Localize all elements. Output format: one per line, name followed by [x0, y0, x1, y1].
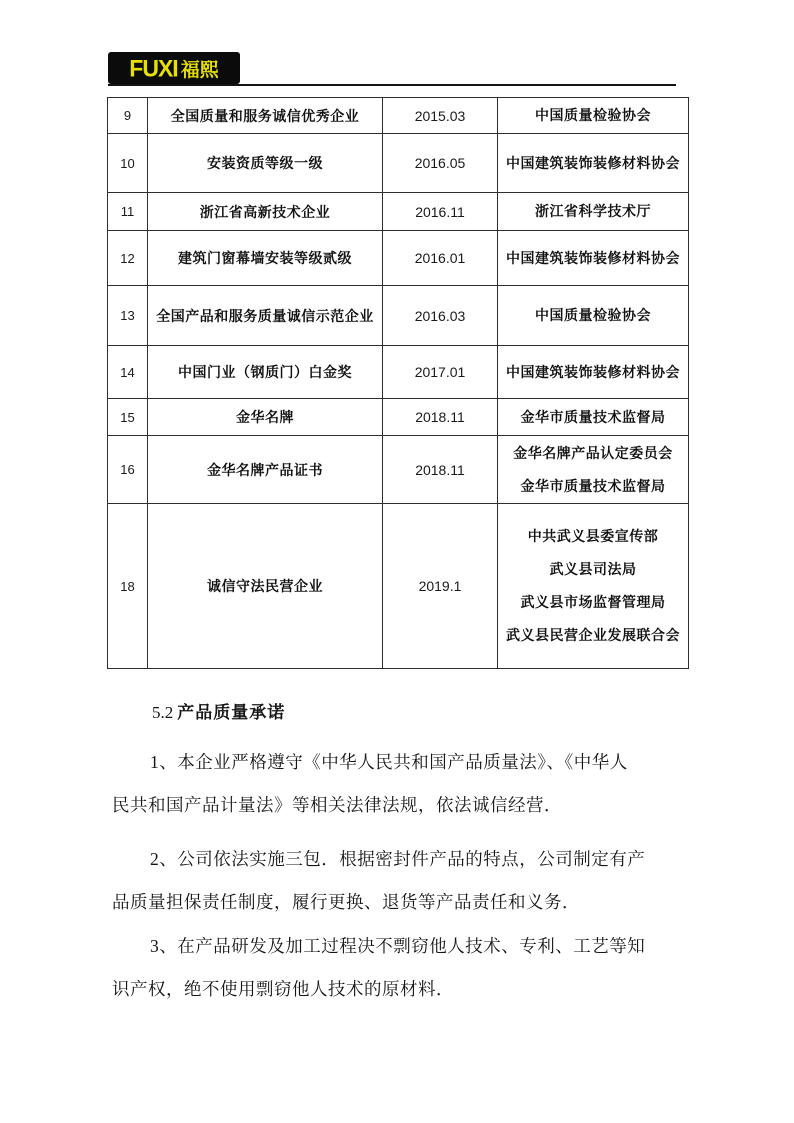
- award-date: 2015.03: [383, 98, 498, 134]
- award-issuer: 浙江省科学技术厅: [498, 193, 689, 231]
- table-row: [108, 134, 689, 193]
- award-date: 2016.11: [383, 193, 498, 231]
- row-number: 9: [108, 98, 148, 134]
- logo-cjk-text: 福熙: [180, 59, 219, 81]
- table-row: [108, 193, 689, 231]
- table-row: [108, 231, 689, 286]
- section-heading: [152, 700, 285, 726]
- award-name: 金华名牌: [148, 399, 383, 436]
- paragraph-2: 2、公司依法实施三包．根据密封件产品的特点，公司制定有产 品质量担保责任制度，履行更换、退货等产品责任和义务．: [112, 849, 646, 912]
- award-name: 金华名牌产品证书: [148, 436, 383, 504]
- row-number: 18: [108, 504, 148, 669]
- award-date: 2017.01: [383, 346, 498, 399]
- row-number: 14: [108, 346, 148, 399]
- award-issuer: 中共武义县委宣传部 武义县司法局 武义县市场监督管理局 武义县民营企业发展联合会: [498, 504, 689, 669]
- row-number: 13: [108, 286, 148, 346]
- table-row: [108, 98, 689, 134]
- paragraph-1: 1、本企业严格遵守《中华人民共和国产品质量法》、《中华人 民共和国产品计量法》等相关法律法规，依法诚信经营．: [112, 752, 628, 815]
- award-name: 浙江省高新技术企业: [148, 193, 383, 231]
- row-number: 15: [108, 399, 148, 436]
- award-name: 全国质量和服务诚信优秀企业: [148, 98, 383, 134]
- award-name: 诚信守法民营企业: [148, 504, 383, 669]
- section-number: 5.2: [152, 703, 174, 722]
- award-date: 2018.11: [383, 436, 498, 504]
- row-number: 10: [108, 134, 148, 193]
- award-issuer: 中国建筑装饰装修材料协会: [498, 134, 689, 193]
- award-issuer: 金华名牌产品认定委员会 金华市质量技术监督局: [498, 436, 689, 504]
- section-title: 产品质量承诺: [177, 703, 286, 722]
- row-number: 12: [108, 231, 148, 286]
- award-name: 安装资质等级一级: [148, 134, 383, 193]
- table-row: [108, 286, 689, 346]
- company-logo: [108, 52, 240, 84]
- award-date: 2016.01: [383, 231, 498, 286]
- awards-table: [107, 97, 689, 669]
- paragraph-3: 3、在产品研发及加工过程决不剽窃他人技术、专利、工艺等知 识产权，绝不使用剽窃他人技术的原材料．: [112, 936, 646, 999]
- award-date: 2018.11: [383, 399, 498, 436]
- award-name: 全国产品和服务质量诚信示范企业: [148, 286, 383, 346]
- table-row: [108, 346, 689, 399]
- award-date: 2019.1: [383, 504, 498, 669]
- award-issuer: 金华市质量技术监督局: [498, 399, 689, 436]
- award-date: 2016.03: [383, 286, 498, 346]
- award-issuer: 中国质量检验协会: [498, 286, 689, 346]
- row-number: 16: [108, 436, 148, 504]
- award-name: 建筑门窗幕墙安装等级贰级: [148, 231, 383, 286]
- award-issuer: 中国质量检验协会: [498, 98, 689, 134]
- table-row: [108, 399, 689, 436]
- table-row: [108, 504, 689, 669]
- award-issuer: 中国建筑装饰装修材料协会: [498, 231, 689, 286]
- table-row: [108, 436, 689, 504]
- award-date: 2016.05: [383, 134, 498, 193]
- logo-latin-text: FUXI: [129, 53, 178, 82]
- award-issuer: 中国建筑装饰装修材料协会: [498, 346, 689, 399]
- row-number: 11: [108, 193, 148, 231]
- header-rule: [108, 84, 676, 86]
- award-name: 中国门业（钢质门）白金奖: [148, 346, 383, 399]
